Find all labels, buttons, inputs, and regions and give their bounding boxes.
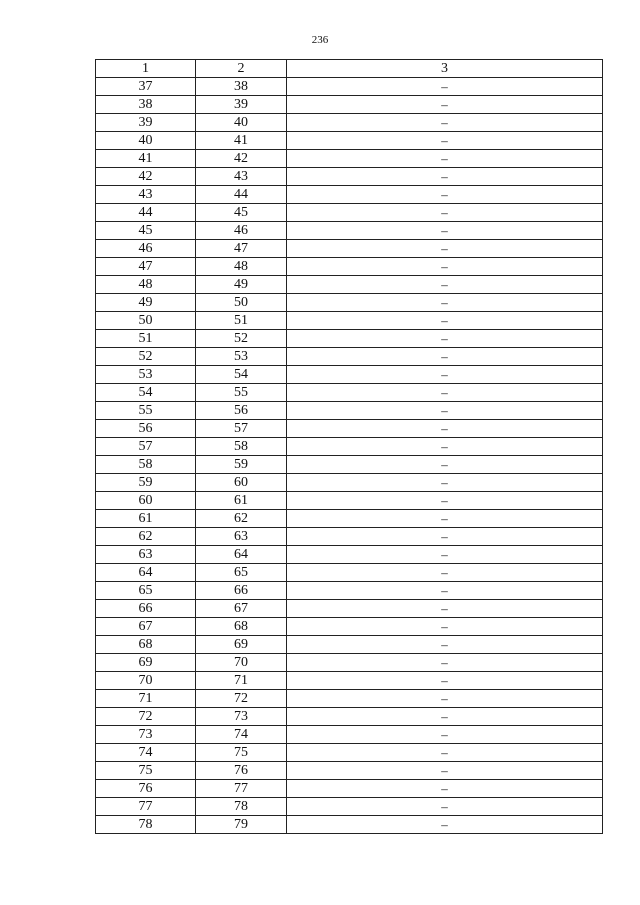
table-cell-col3: – — [287, 438, 603, 456]
table-row — [96, 420, 603, 438]
table-cell-col2: 74 — [196, 726, 287, 744]
table-cell-col2: 71 — [196, 672, 287, 690]
column-header-1: 1 — [96, 60, 196, 78]
table-cell-col2: 78 — [196, 798, 287, 816]
table-cell-col3: – — [287, 600, 603, 618]
table-cell-col2: 65 — [196, 564, 287, 582]
table-cell-col3: – — [287, 780, 603, 798]
table-cell-col2: 44 — [196, 186, 287, 204]
table-row — [96, 114, 603, 132]
table-cell-col3: – — [287, 78, 603, 96]
table-cell-col3: – — [287, 708, 603, 726]
table-cell-col2: 72 — [196, 690, 287, 708]
table-cell-col3: – — [287, 96, 603, 114]
table-cell-col3: – — [287, 618, 603, 636]
table-cell-col1: 44 — [96, 204, 196, 222]
table-cell-col3: – — [287, 384, 603, 402]
table-cell-col1: 75 — [96, 762, 196, 780]
table-cell-col1: 58 — [96, 456, 196, 474]
table-cell-col2: 67 — [196, 600, 287, 618]
table-row — [96, 744, 603, 762]
page-number: 236 — [311, 34, 329, 46]
table-cell-col3: – — [287, 510, 603, 528]
table-cell-col3: – — [287, 546, 603, 564]
table-row — [96, 582, 603, 600]
table-cell-col3: – — [287, 366, 603, 384]
table-row — [96, 258, 603, 276]
table-cell-col2: 59 — [196, 456, 287, 474]
table-row — [96, 348, 603, 366]
table-cell-col1: 48 — [96, 276, 196, 294]
table-body — [96, 78, 603, 834]
header-row — [96, 60, 603, 78]
table-cell-col2: 70 — [196, 654, 287, 672]
table-cell-col1: 60 — [96, 492, 196, 510]
table-cell-col1: 77 — [96, 798, 196, 816]
table-row — [96, 672, 603, 690]
table-cell-col1: 69 — [96, 654, 196, 672]
table-cell-col3: – — [287, 798, 603, 816]
table-cell-col1: 64 — [96, 564, 196, 582]
table-cell-col3: – — [287, 492, 603, 510]
table-cell-col2: 39 — [196, 96, 287, 114]
table-cell-col3: – — [287, 294, 603, 312]
table-cell-col3: – — [287, 312, 603, 330]
table-cell-col1: 68 — [96, 636, 196, 654]
table-cell-col3: – — [287, 168, 603, 186]
table-cell-col3: – — [287, 528, 603, 546]
table-row — [96, 384, 603, 402]
table-cell-col1: 78 — [96, 816, 196, 834]
table-row — [96, 690, 603, 708]
table-cell-col1: 51 — [96, 330, 196, 348]
table-cell-col2: 75 — [196, 744, 287, 762]
table-cell-col2: 73 — [196, 708, 287, 726]
table-row — [96, 456, 603, 474]
table-row — [96, 204, 603, 222]
table-row — [96, 564, 603, 582]
table-row — [96, 654, 603, 672]
table-row — [96, 96, 603, 114]
table-row — [96, 294, 603, 312]
table-cell-col2: 76 — [196, 762, 287, 780]
table-cell-col2: 42 — [196, 150, 287, 168]
table-cell-col2: 51 — [196, 312, 287, 330]
table-cell-col1: 73 — [96, 726, 196, 744]
table-row — [96, 240, 603, 258]
table-cell-col3: – — [287, 114, 603, 132]
table-row — [96, 600, 603, 618]
table-cell-col2: 47 — [196, 240, 287, 258]
table-row — [96, 780, 603, 798]
table-cell-col1: 47 — [96, 258, 196, 276]
table-cell-col1: 54 — [96, 384, 196, 402]
table-row — [96, 492, 603, 510]
table-row — [96, 222, 603, 240]
table-cell-col2: 69 — [196, 636, 287, 654]
table-cell-col2: 40 — [196, 114, 287, 132]
table-cell-col2: 63 — [196, 528, 287, 546]
column-header-2: 2 — [196, 60, 287, 78]
table-row — [96, 816, 603, 834]
table-row — [96, 132, 603, 150]
table-cell-col1: 63 — [96, 546, 196, 564]
table-cell-col1: 70 — [96, 672, 196, 690]
table-cell-col1: 52 — [96, 348, 196, 366]
table-cell-col2: 62 — [196, 510, 287, 528]
table-cell-col1: 37 — [96, 78, 196, 96]
table-cell-col2: 43 — [196, 168, 287, 186]
table-cell-col2: 46 — [196, 222, 287, 240]
table-cell-col3: – — [287, 222, 603, 240]
table-cell-col3: – — [287, 564, 603, 582]
table-cell-col3: – — [287, 240, 603, 258]
table-row — [96, 330, 603, 348]
table-cell-col1: 74 — [96, 744, 196, 762]
table-row — [96, 474, 603, 492]
table-row — [96, 618, 603, 636]
table-cell-col1: 66 — [96, 600, 196, 618]
table-cell-col2: 66 — [196, 582, 287, 600]
table-cell-col1: 41 — [96, 150, 196, 168]
table-row — [96, 78, 603, 96]
table-row — [96, 366, 603, 384]
table-cell-col3: – — [287, 348, 603, 366]
table-cell-col3: – — [287, 474, 603, 492]
table-cell-col2: 41 — [196, 132, 287, 150]
table-cell-col1: 56 — [96, 420, 196, 438]
table-cell-col3: – — [287, 330, 603, 348]
table-cell-col3: – — [287, 186, 603, 204]
table-cell-col2: 38 — [196, 78, 287, 96]
table-cell-col3: – — [287, 276, 603, 294]
table-row — [96, 510, 603, 528]
table-cell-col3: – — [287, 132, 603, 150]
table-cell-col2: 60 — [196, 474, 287, 492]
table-cell-col1: 55 — [96, 402, 196, 420]
table-row — [96, 546, 603, 564]
table-cell-col1: 59 — [96, 474, 196, 492]
table-cell-col3: – — [287, 636, 603, 654]
table-row — [96, 402, 603, 420]
table-cell-col2: 79 — [196, 816, 287, 834]
column-header-3: 3 — [287, 60, 603, 78]
table-cell-col3: – — [287, 690, 603, 708]
table-cell-col2: 50 — [196, 294, 287, 312]
table-cell-col1: 71 — [96, 690, 196, 708]
table-cell-col2: 58 — [196, 438, 287, 456]
table-cell-col2: 57 — [196, 420, 287, 438]
table-row — [96, 798, 603, 816]
table-cell-col1: 38 — [96, 96, 196, 114]
table-cell-col3: – — [287, 456, 603, 474]
table-cell-col2: 48 — [196, 258, 287, 276]
table-cell-col2: 54 — [196, 366, 287, 384]
table-cell-col3: – — [287, 582, 603, 600]
table-cell-col2: 55 — [196, 384, 287, 402]
table-cell-col1: 61 — [96, 510, 196, 528]
table-cell-col3: – — [287, 204, 603, 222]
table-row — [96, 150, 603, 168]
table-row — [96, 276, 603, 294]
table-cell-col2: 45 — [196, 204, 287, 222]
table-cell-col1: 45 — [96, 222, 196, 240]
table-row — [96, 636, 603, 654]
table-cell-col2: 52 — [196, 330, 287, 348]
table-cell-col3: – — [287, 420, 603, 438]
table-cell-col1: 57 — [96, 438, 196, 456]
table-cell-col3: – — [287, 672, 603, 690]
table-cell-col3: – — [287, 816, 603, 834]
data-table — [95, 59, 603, 834]
table-row — [96, 438, 603, 456]
table-cell-col1: 67 — [96, 618, 196, 636]
table-row — [96, 726, 603, 744]
table-row — [96, 762, 603, 780]
table-cell-col2: 77 — [196, 780, 287, 798]
table-cell-col3: – — [287, 654, 603, 672]
table-row — [96, 186, 603, 204]
table-cell-col3: – — [287, 258, 603, 276]
table-row — [96, 168, 603, 186]
table-cell-col2: 49 — [196, 276, 287, 294]
table-cell-col1: 76 — [96, 780, 196, 798]
table-cell-col3: – — [287, 744, 603, 762]
table-cell-col1: 39 — [96, 114, 196, 132]
table-cell-col2: 68 — [196, 618, 287, 636]
table-cell-col1: 40 — [96, 132, 196, 150]
table-cell-col3: – — [287, 150, 603, 168]
table-cell-col3: – — [287, 402, 603, 420]
table-cell-col1: 65 — [96, 582, 196, 600]
table-cell-col1: 49 — [96, 294, 196, 312]
table-row — [96, 528, 603, 546]
table-row — [96, 708, 603, 726]
table-cell-col1: 43 — [96, 186, 196, 204]
table-cell-col1: 50 — [96, 312, 196, 330]
table-cell-col3: – — [287, 762, 603, 780]
table-cell-col2: 64 — [196, 546, 287, 564]
table-cell-col2: 53 — [196, 348, 287, 366]
table-cell-col1: 53 — [96, 366, 196, 384]
table-cell-col2: 61 — [196, 492, 287, 510]
table-cell-col1: 72 — [96, 708, 196, 726]
table-cell-col1: 46 — [96, 240, 196, 258]
table-cell-col2: 56 — [196, 402, 287, 420]
table-cell-col1: 62 — [96, 528, 196, 546]
table-row — [96, 312, 603, 330]
table-cell-col3: – — [287, 726, 603, 744]
table-cell-col1: 42 — [96, 168, 196, 186]
